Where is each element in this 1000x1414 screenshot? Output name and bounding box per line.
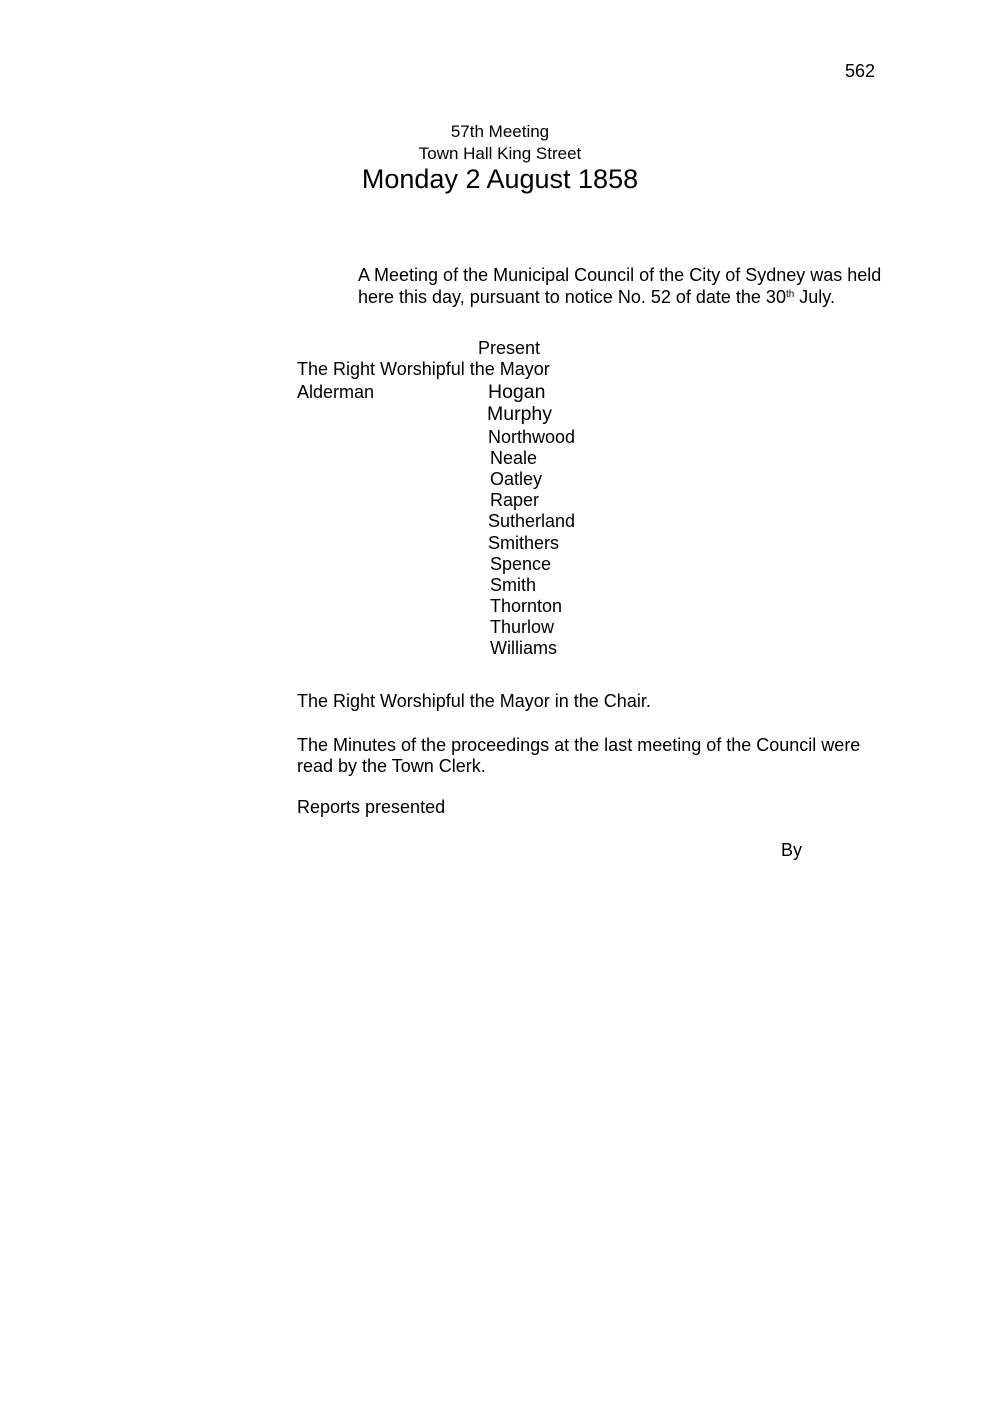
meeting-date: Monday 2 August 1858 (361, 164, 639, 194)
intro-line-2-text: here this day, pursuant to notice No. 52 of date the 30 (358, 287, 786, 307)
meeting-number: 57th Meeting (450, 122, 550, 141)
alderman-name: Neale (490, 448, 538, 468)
page-number: 562 (845, 61, 876, 81)
chair-statement: The Right Worshipful the Mayor in the Chair. (297, 691, 651, 711)
mayor-line: The Right Worshipful the Mayor (297, 359, 550, 379)
intro-line-2 (358, 287, 835, 308)
intro-line-1: A Meeting of the Municipal Council of the City of Sydney was held (358, 265, 882, 285)
alderman-name: Thornton (490, 596, 563, 616)
alderman-name: Hogan (488, 381, 546, 403)
alderman-label: Alderman (297, 382, 375, 402)
intro-line-2-end: July. (794, 287, 835, 307)
alderman-name: Sutherland (488, 511, 576, 531)
alderman-name: Oatley (490, 469, 543, 489)
alderman-name: Smithers (488, 533, 560, 553)
alderman-name: Williams (490, 638, 557, 658)
present-heading: Present (478, 338, 541, 358)
alderman-name: Smith (490, 575, 537, 595)
reports-heading: Reports presented (297, 797, 446, 817)
alderman-name: Thurlow (490, 617, 555, 637)
alderman-name: Raper (490, 490, 540, 510)
alderman-name: Murphy (487, 403, 553, 425)
alderman-name: Spence (490, 554, 552, 574)
meeting-location: Town Hall King Street (418, 144, 582, 163)
minutes-line-1: The Minutes of the proceedings at the last meeting of the Council were (297, 735, 861, 755)
alderman-name: Northwood (488, 427, 576, 447)
catchword: By (781, 840, 803, 860)
minutes-line-2: read by the Town Clerk. (297, 756, 486, 776)
ordinal-suffix: th (785, 289, 795, 300)
